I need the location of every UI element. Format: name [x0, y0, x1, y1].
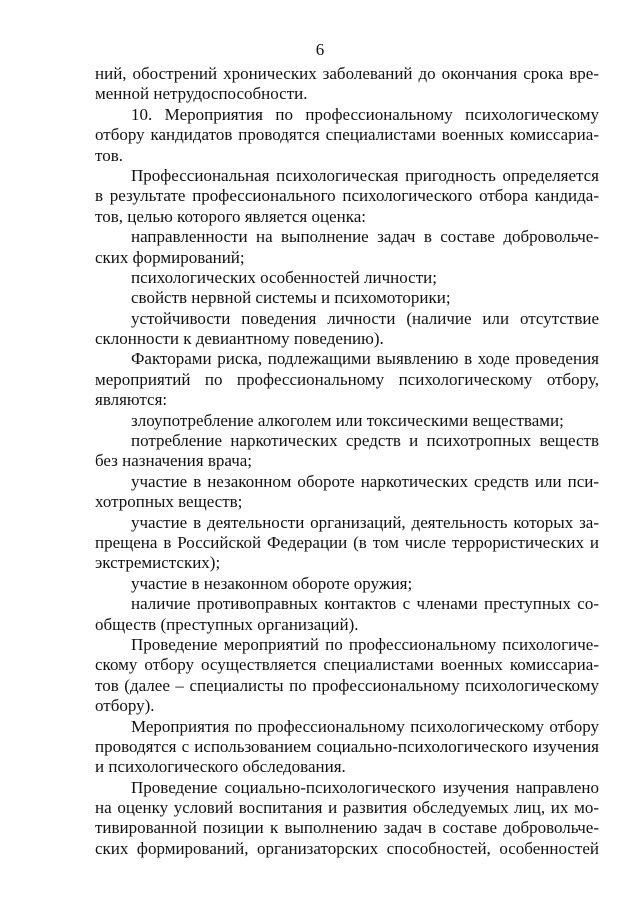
text-line: в результате профессионального психологического отбора кандида- — [95, 186, 599, 206]
text-line: Проведение мероприятий по профессиональному психологиче- — [131, 634, 599, 654]
text-line: мероприятий по профессиональному психологическому отбору, — [95, 369, 599, 389]
text-line: ских формирований, организаторских способностей, особенностей — [95, 838, 599, 858]
text-line: направленности на выполнение задач в составе добровольче- — [131, 227, 599, 247]
text-line: тов. — [95, 145, 123, 165]
text-line: прещена в Российской Федерации (в том числе террористических и — [95, 532, 599, 552]
text-line: участие в деятельности организаций, деятельность которых за- — [131, 512, 599, 532]
text-line: наличие противоправных контактов с членами преступных со- — [131, 594, 599, 614]
body-text — [95, 64, 599, 859]
text-line: психологических особенностей личности; — [131, 267, 437, 287]
text-line: Профессиональная психологическая пригодность определяется — [131, 165, 599, 185]
text-line: на оценку условий воспитания и развития обследуемых лиц, их мо- — [95, 798, 599, 818]
text-line: экстремистских); — [95, 553, 221, 573]
text-line: ских формирований; — [95, 247, 245, 267]
text-line: Проведение социально-психологического изучения направлено — [131, 777, 599, 797]
text-line: склонности к девиантному поведению). — [95, 329, 384, 349]
text-line: обществ (преступных организаций). — [95, 614, 359, 634]
text-line: тивированной позиции к выполнению задач в составе добровольче- — [95, 818, 599, 838]
text-line: проводятся с использованием социально-психологического изучения — [95, 736, 599, 756]
text-line: Факторами риска, подлежащими выявлению в ходе проведения — [131, 349, 599, 369]
text-line: являются: — [95, 390, 168, 410]
text-line: отбору). — [95, 696, 155, 716]
text-line: тов (далее – специалисты по профессиональному психологическому — [95, 675, 599, 695]
text-line: ний, обострений хронических заболеваний до окончания срока вре- — [95, 64, 599, 83]
text-line: свойств нервной системы и психомоторики; — [131, 288, 451, 308]
page-number: 6 — [315, 40, 325, 59]
text-line: Мероприятия по профессиональному психологическому отбору — [131, 716, 599, 736]
text-line: устойчивости поведения личности (наличие или отсутствие — [131, 308, 599, 328]
text-line: без назначения врача; — [95, 451, 253, 471]
text-line: хотропных веществ; — [95, 492, 243, 512]
text-line: участие в незаконном обороте наркотических средств или пси- — [131, 471, 599, 491]
text-line: потребление наркотических средств и психотропных веществ — [131, 431, 599, 451]
text-line: участие в незаконном обороте оружия; — [131, 573, 413, 593]
text-line: менной нетрудоспособности. — [95, 84, 308, 104]
text-line: и психологического обследования. — [95, 757, 346, 777]
text-line: 10. Мероприятия по профессиональному психологическому — [131, 104, 599, 124]
text-line: злоупотребление алкоголем или токсическими веществами; — [131, 410, 564, 430]
text-line: тов, целью которого является оценка: — [95, 206, 366, 226]
text-line: скому отбору осуществляется специалистами военных комиссариа- — [95, 655, 599, 675]
text-line: отбору кандидатов проводятся специалистами военных комиссариа- — [95, 125, 599, 145]
